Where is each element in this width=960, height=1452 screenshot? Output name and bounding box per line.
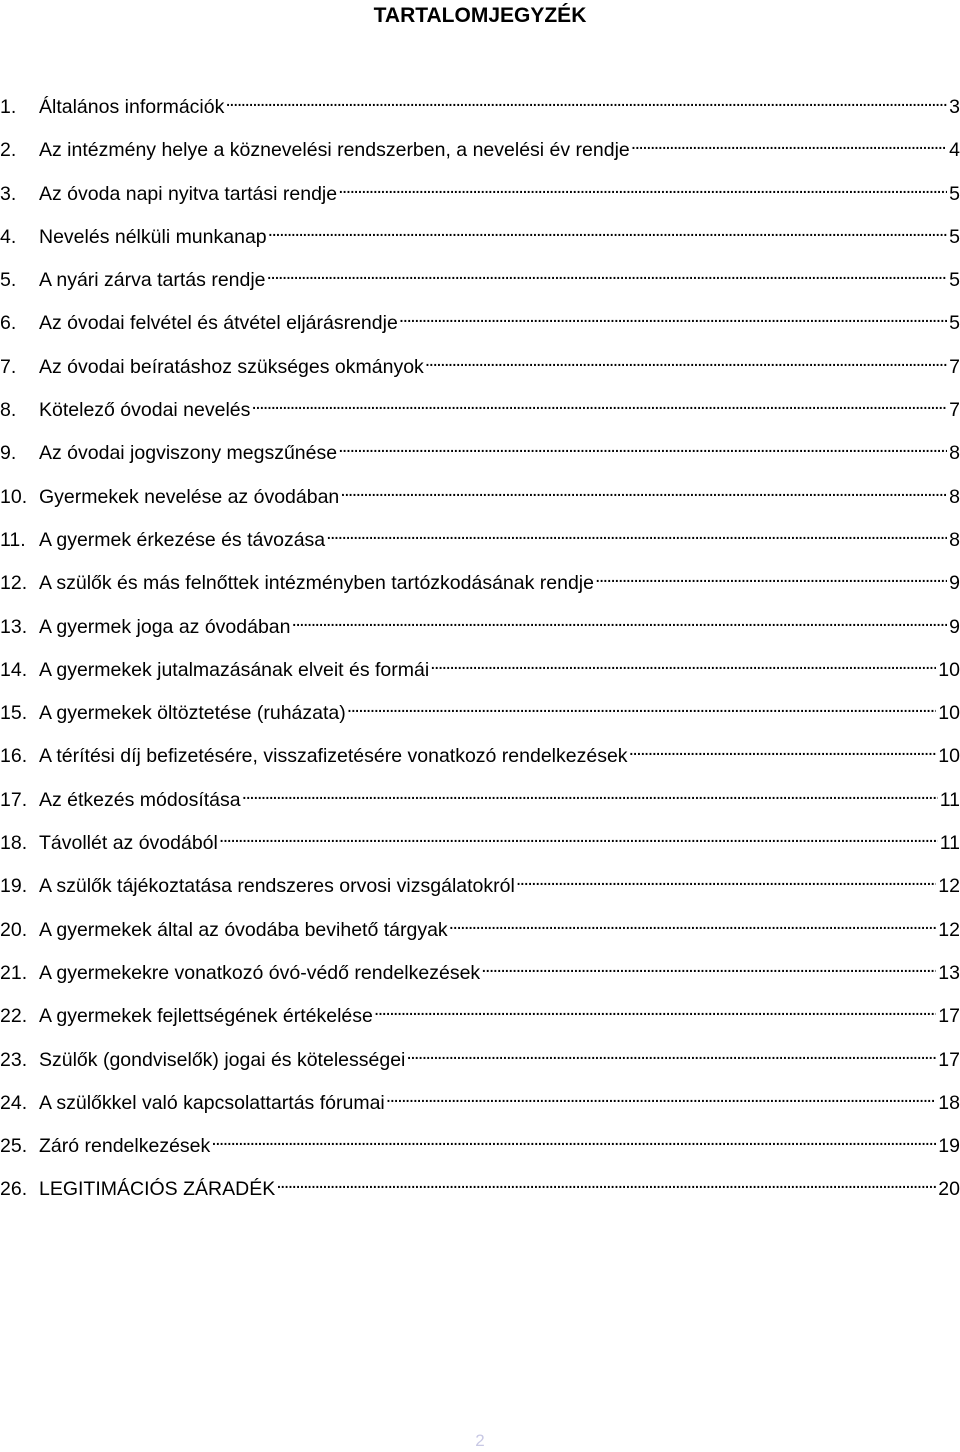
toc-entry-title: A gyermekekre vonatkozó óvó-védő rendelkezések bbox=[39, 961, 481, 984]
toc-entry[interactable] bbox=[0, 732, 960, 775]
toc-entry-line bbox=[0, 477, 960, 510]
toc-entry[interactable] bbox=[0, 1036, 960, 1079]
toc-entry-title: Az óvodai felvétel és átvétel eljárásrendje bbox=[39, 312, 398, 335]
toc-entry-title: A szülők tájékoztatása rendszeres orvosi vizsgálatokról bbox=[39, 875, 515, 898]
toc-entry-line bbox=[0, 1083, 960, 1116]
toc-entry[interactable] bbox=[0, 429, 960, 472]
toc-entry-title: Az óvoda napi nyitva tartási rendje bbox=[39, 182, 338, 205]
dot-leader bbox=[406, 1040, 936, 1066]
toc-entry-page-number: 7 bbox=[949, 399, 960, 422]
toc-entry[interactable] bbox=[0, 126, 960, 169]
toc-entry-number: 3. bbox=[0, 182, 17, 205]
dot-leader bbox=[242, 780, 938, 806]
dot-leader bbox=[219, 823, 938, 849]
toc-entry[interactable] bbox=[0, 992, 960, 1035]
toc-entry-title: LEGITIMÁCIÓS ZÁRADÉK bbox=[39, 1178, 276, 1201]
toc-entry-title: Kötelező óvodai nevelés bbox=[39, 399, 251, 422]
dot-leader bbox=[399, 303, 947, 329]
toc-entry-number: 14. bbox=[0, 658, 28, 681]
toc-entry-page-number: 9 bbox=[949, 572, 960, 595]
toc-entry[interactable] bbox=[0, 170, 960, 213]
toc-entry-line bbox=[0, 780, 960, 813]
toc-entry-title: Távollét az óvodából bbox=[39, 832, 218, 855]
dot-leader bbox=[386, 1083, 937, 1109]
toc-entry-line bbox=[0, 260, 960, 293]
toc-entry-page-number: 12 bbox=[938, 918, 960, 941]
toc-entry-number: 9. bbox=[0, 442, 17, 465]
toc-entry[interactable] bbox=[0, 862, 960, 905]
toc-entry[interactable] bbox=[0, 1079, 960, 1122]
toc-entry[interactable] bbox=[0, 906, 960, 949]
dot-leader bbox=[267, 260, 948, 286]
dot-leader bbox=[338, 174, 947, 200]
toc-entry[interactable] bbox=[0, 473, 960, 516]
toc-entry-line bbox=[0, 996, 960, 1029]
toc-entry-number: 15. bbox=[0, 702, 28, 725]
toc-entry-number: 11. bbox=[0, 528, 26, 551]
page-number: 2 bbox=[475, 1431, 485, 1450]
toc-entry-title: Az óvodai beíratáshoz szükséges okmányok bbox=[39, 355, 424, 378]
toc-entry-page-number: 10 bbox=[938, 702, 960, 725]
toc-entry-number: 12. bbox=[0, 572, 28, 595]
toc-entry-title: Általános információk bbox=[39, 96, 225, 118]
toc-entry-line bbox=[0, 650, 960, 683]
toc-entry-number: 24. bbox=[0, 1091, 28, 1114]
dot-leader bbox=[338, 433, 947, 459]
toc-entry-number: 22. bbox=[0, 1005, 28, 1028]
toc-entry-page-number: 9 bbox=[949, 615, 960, 638]
toc-entry-page-number: 7 bbox=[949, 355, 960, 378]
toc-entry-title: A gyermek érkezése és távozása bbox=[39, 528, 326, 551]
toc-entry-page-number: 8 bbox=[949, 442, 960, 465]
toc-entry-line bbox=[0, 1040, 960, 1073]
toc-entry-line bbox=[0, 823, 960, 856]
toc-entry-title: A gyermekek jutalmazásának elveit és formái bbox=[39, 658, 430, 681]
toc-entry-line bbox=[0, 520, 960, 553]
toc-entry-line bbox=[0, 217, 960, 250]
toc-entry[interactable] bbox=[0, 559, 960, 602]
toc-entry-page-number: 8 bbox=[949, 528, 960, 551]
toc-entry-title: Nevelés nélküli munkanap bbox=[39, 225, 267, 248]
toc-entry[interactable] bbox=[0, 646, 960, 689]
toc-entry-page-number: 17 bbox=[938, 1005, 960, 1028]
toc-entry-number: 23. bbox=[0, 1048, 28, 1071]
dot-leader bbox=[276, 1169, 936, 1195]
toc-entry[interactable] bbox=[0, 1165, 960, 1208]
toc-entry[interactable] bbox=[0, 516, 960, 559]
toc-entry-page-number: 5 bbox=[949, 312, 960, 335]
dot-leader bbox=[629, 736, 937, 762]
toc-entry-page-number: 4 bbox=[949, 139, 960, 162]
toc-entry-line bbox=[0, 433, 960, 466]
toc-entry-title: Az óvodai jogviszony megszűnése bbox=[39, 442, 338, 465]
toc-entry-number: 5. bbox=[0, 269, 17, 292]
toc-entry-title: Záró rendelkezések bbox=[39, 1135, 211, 1158]
toc-entry[interactable] bbox=[0, 776, 960, 819]
toc-entry[interactable] bbox=[0, 1122, 960, 1165]
dot-leader bbox=[449, 910, 937, 936]
toc-entry-title: Szülők (gondviselők) jogai és kötelességei bbox=[39, 1048, 406, 1071]
toc-entry-line bbox=[0, 87, 960, 120]
toc-entry[interactable] bbox=[0, 213, 960, 256]
toc-entry-line bbox=[0, 866, 960, 899]
toc-entry-number: 26. bbox=[0, 1178, 28, 1201]
dot-leader bbox=[292, 607, 948, 633]
toc-entry-line bbox=[0, 910, 960, 943]
toc-entry-line bbox=[0, 174, 960, 207]
toc-entry[interactable] bbox=[0, 256, 960, 299]
dot-leader bbox=[595, 563, 947, 589]
toc-entry-line bbox=[0, 390, 960, 423]
toc-entry-number: 2. bbox=[0, 139, 17, 162]
toc-entry-title: A gyermek joga az óvodában bbox=[39, 615, 291, 638]
toc-entry[interactable] bbox=[0, 689, 960, 732]
toc-entry-line bbox=[0, 130, 960, 163]
toc-entry-line bbox=[0, 693, 960, 726]
toc-entry-page-number: 18 bbox=[938, 1091, 960, 1114]
toc-entry-number: 8. bbox=[0, 399, 17, 422]
toc-entry[interactable] bbox=[0, 603, 960, 646]
toc-entry-title: A gyermekek fejlettségének értékelése bbox=[39, 1005, 373, 1028]
dot-leader bbox=[340, 477, 947, 503]
dot-leader bbox=[347, 693, 937, 719]
toc-entry-page-number: 11 bbox=[939, 788, 960, 811]
toc-entry-number: 18. bbox=[0, 832, 28, 855]
toc-entry-page-number: 5 bbox=[949, 269, 960, 292]
toc-entry[interactable] bbox=[0, 949, 960, 992]
toc-entry-page-number: 5 bbox=[949, 182, 960, 205]
toc-entry-number: 7. bbox=[0, 355, 17, 378]
toc-entry-title: A gyermekek által az óvodába bevihető tárgyak bbox=[39, 918, 448, 941]
toc-title: TARTALOMJEGYZÉK bbox=[373, 4, 587, 27]
dot-leader bbox=[251, 390, 947, 416]
toc-entry-title: A szülőkkel való kapcsolattartás fórumai bbox=[39, 1091, 385, 1114]
toc-entry[interactable] bbox=[0, 386, 960, 429]
toc-entry-line bbox=[0, 563, 960, 596]
dot-leader bbox=[425, 347, 947, 373]
toc-entry-page-number: 10 bbox=[938, 658, 960, 681]
toc-entry-title: Az étkezés módosítása bbox=[39, 788, 241, 811]
toc-entry-line bbox=[0, 736, 960, 769]
toc-entry-line bbox=[0, 303, 960, 336]
dot-leader bbox=[631, 130, 947, 156]
toc-entry-number: 4. bbox=[0, 225, 17, 248]
dot-leader bbox=[211, 1126, 936, 1152]
toc-entry-line bbox=[0, 1126, 960, 1159]
toc-entry-title: Az intézmény helye a köznevelési rendszerben, a nevelési év rendje bbox=[39, 139, 630, 162]
dot-leader bbox=[430, 650, 936, 676]
dot-leader bbox=[268, 217, 948, 243]
toc-entry-line bbox=[0, 607, 960, 640]
toc-entry-page-number: 10 bbox=[938, 745, 960, 768]
dot-leader bbox=[225, 87, 947, 113]
toc-entry-title: A szülők és más felnőttek intézményben tartózkodásának rendje bbox=[39, 572, 594, 595]
toc-entry-number: 20. bbox=[0, 918, 28, 941]
toc-entry-page-number: 8 bbox=[949, 485, 960, 508]
toc-entry-page-number: 20 bbox=[938, 1178, 960, 1201]
toc-entry[interactable] bbox=[0, 299, 960, 342]
toc-entry-title: A nyári zárva tartás rendje bbox=[39, 269, 266, 292]
toc-entry-page-number: 19 bbox=[938, 1135, 960, 1158]
toc-entry-page-number: 12 bbox=[938, 875, 960, 898]
toc-entry-line bbox=[0, 347, 960, 380]
toc-entry-page-number: 5 bbox=[949, 225, 960, 248]
dot-leader bbox=[326, 520, 947, 546]
toc-entry-page-number: 13 bbox=[938, 961, 960, 984]
toc-entry-page-number: 3 bbox=[949, 96, 960, 118]
dot-leader bbox=[516, 866, 936, 892]
toc-list bbox=[0, 83, 960, 1209]
toc-entry-number: 13. bbox=[0, 615, 28, 638]
toc-entry-number: 19. bbox=[0, 875, 28, 898]
toc-entry-number: 1. bbox=[0, 96, 17, 118]
toc-entry[interactable] bbox=[0, 83, 960, 126]
toc-entry-number: 6. bbox=[0, 312, 17, 335]
toc-entry-title: Gyermekek nevelése az óvodában bbox=[39, 485, 340, 508]
toc-entry-line bbox=[0, 953, 960, 986]
dot-leader bbox=[374, 996, 936, 1022]
toc-entry-page-number: 17 bbox=[938, 1048, 960, 1071]
toc-entry-page-number: 11 bbox=[939, 832, 960, 855]
toc-entry-number: 25. bbox=[0, 1135, 28, 1158]
toc-entry-line bbox=[0, 1169, 960, 1202]
toc-entry-number: 17. bbox=[0, 788, 28, 811]
toc-entry-number: 16. bbox=[0, 745, 28, 768]
dot-leader bbox=[481, 953, 936, 979]
toc-entry-number: 21. bbox=[0, 961, 28, 984]
toc-entry[interactable] bbox=[0, 343, 960, 386]
toc-entry-number: 10. bbox=[0, 485, 28, 508]
toc-entry[interactable] bbox=[0, 819, 960, 862]
toc-entry-title: A gyermekek öltöztetése (ruházata) bbox=[39, 702, 346, 725]
toc-entry-title: A térítési díj befizetésére, visszafizetésére vonatkozó rendelkezések bbox=[39, 745, 628, 768]
